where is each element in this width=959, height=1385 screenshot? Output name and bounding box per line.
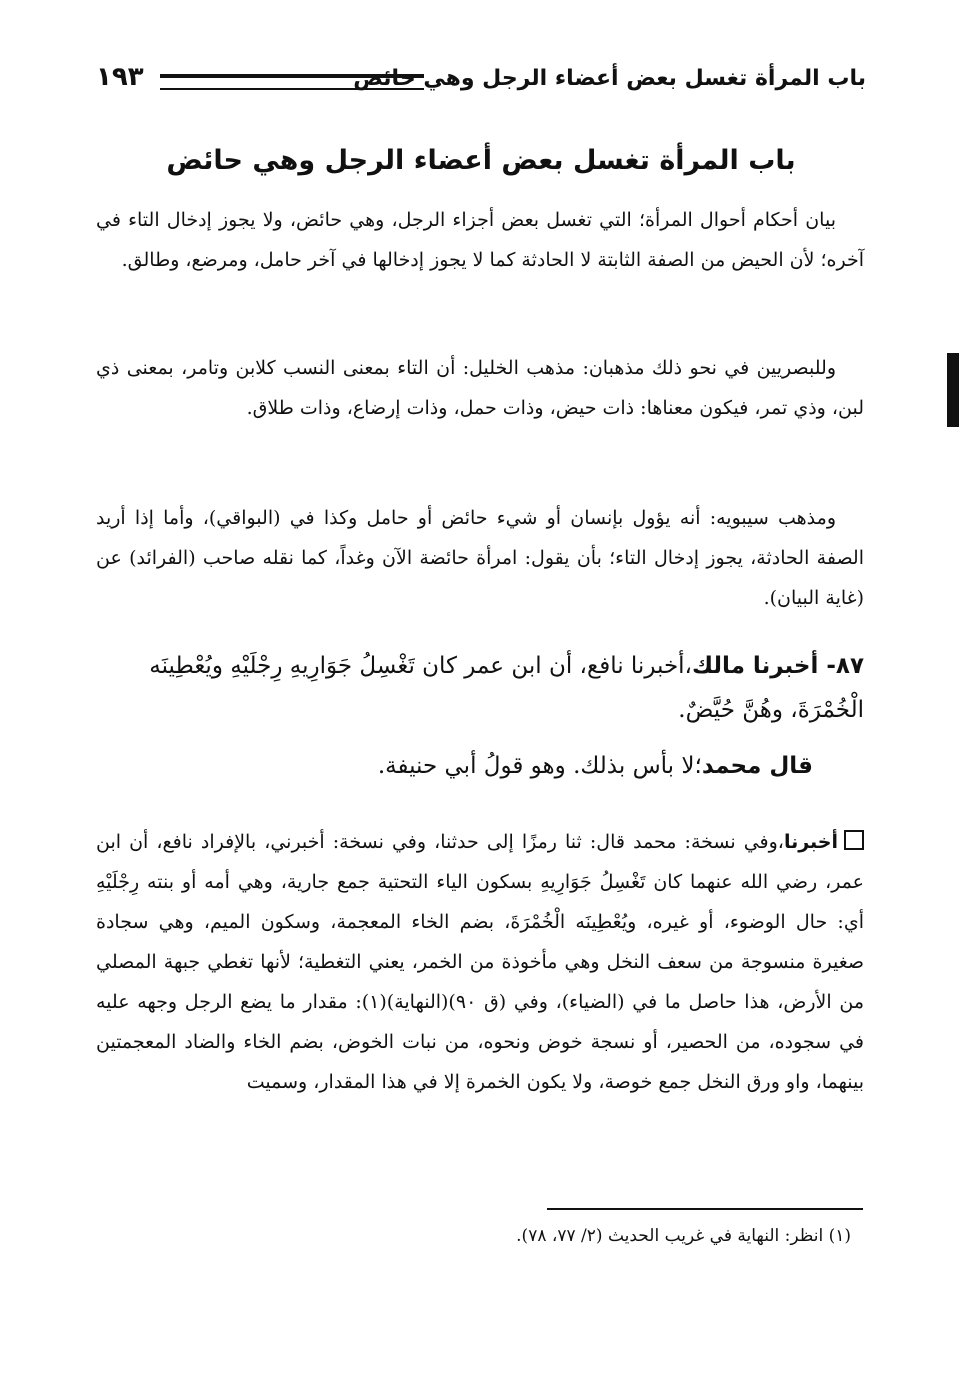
sibawayh-paragraph (96, 498, 864, 618)
hadith-87 (96, 644, 864, 732)
commentary-label: أخبرنا (783, 831, 838, 853)
comment-label: قال محمد (701, 753, 813, 779)
running-head (96, 62, 866, 102)
footnote-divider (547, 1208, 863, 1210)
footnote: (١) انظر: النهاية في غريب الحديث (٢/ ٧٧، ٧٨). (516, 1226, 851, 1246)
paragraph-text: بيان أحكام أحوال المرأة؛ التي تغسل بعض أجزاء الرجل، وهي حائض، ولا يجوز إدخال التاء في آخره؛ لأن الحيض من الصفة الثابتة لا الحادثة كما لا يجوز إدخالها في آخر حامل، ومرضع، وطالق. (96, 209, 864, 271)
intro-paragraph (96, 200, 864, 280)
chapter-title: باب المرأة تغسل بعض أعضاء الرجل وهي حائض (166, 145, 796, 176)
muhammad-comment (93, 744, 813, 788)
basrian-paragraph (96, 348, 864, 428)
hadith-number-label: ٨٧- أخبرنا مالك (692, 653, 864, 679)
square-marker-icon (844, 830, 864, 850)
page-number: ١٩٣ (96, 62, 144, 92)
hadith-text: ،أخبرنا نافع، أن ابن عمر كان تَغْسِلُ جَوَارِيهِ رِجْلَيْهِ ويُعْطِينَه الْخُمْرَةَ، وهُنَّ حُيَّضٌ. (149, 653, 864, 723)
running-head-rule (160, 74, 424, 90)
paragraph-text: ومذهب سيبويه: أنه يؤول بإنسان أو شيء حائض أو حامل وكذا في (البواقي)، وأما إذا أريد الصفة الحادثة، يجوز إدخال التاء؛ بأن يقول: امرأة حائضة الآن وغداً، كما نقله صاحب (الفرائد) عن (غاية البيان). (96, 507, 864, 609)
commentary-text: ،وفي نسخة: محمد قال: ثنا رمزًا إلى حدثنا، وفي نسخة: أخبرني، بالإفراد نافع، أن ابن عمر، رضي الله عنهما كان تَغْسِلُ جَوَارِيهِ بسكون الياء التحتية جمع جارية، وهي أمه أو بنته رِجْلَيْهِ أي: حال الوضوء، أو غيره، ويُعْطِينَه الْخُمْرَةَ، بضم الخاء المعجمة، وسكون الميم، وهي سجادة صغيرة منسوجة من سعف النخل وهي مأخوذة من الخمر، يعني التغطية؛ لأنها تغطي جبهة المصلي من الأرض، هذا حاصل ما في (الضياء)، وفي (ق ٩٠)(النهاية)(١): مقدار ما يضع الرجل وجهه عليه في سجوده، من الحصير، أو نسجة خوض ونحوه، من نبات الخوض، بضم الخاء والضاد المعجمتين بينهما، واو ورق النخل جمع خوصة، ولا يكون الخمرة إلا في هذا المقدار، وسميت (96, 831, 864, 1093)
running-head-title: باب المرأة تغسل بعض أعضاء الرجل وهي حائض (353, 66, 866, 91)
comment-text: ؛لا بأس بذلك. وهو قولُ أبي حنيفة. (377, 753, 702, 779)
thumb-index-tab (947, 353, 959, 427)
commentary-paragraph (96, 822, 864, 1102)
paragraph-text: وللبصريين في نحو ذلك مذهبان: مذهب الخليل: أن التاء بمعنى النسب كلابن وتامر، بمعنى ذي لبن، وذي تمر، فيكون معناها: ذات حيض، وذات حمل، وذات إرضاع، وذات طلاق. (96, 357, 864, 419)
